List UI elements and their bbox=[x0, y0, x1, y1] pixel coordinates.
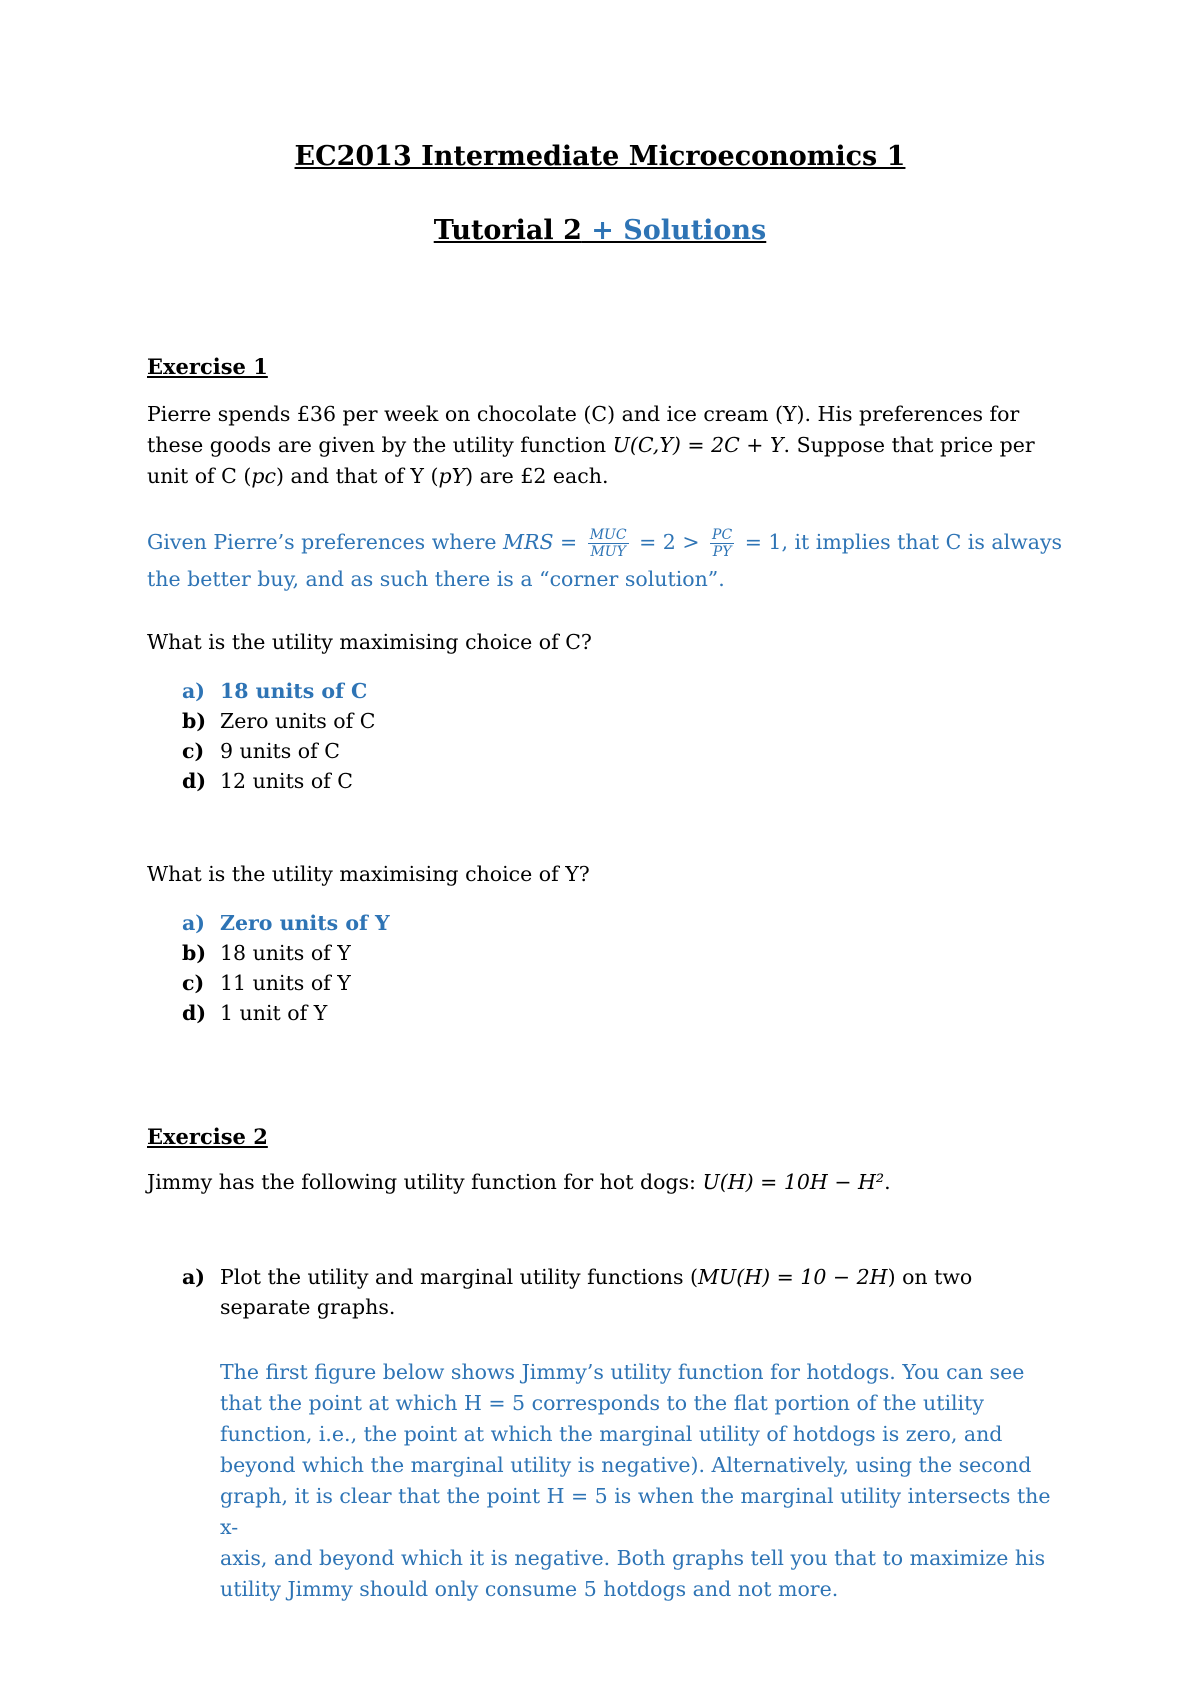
part-a-line-2: separate graphs. bbox=[220, 1295, 396, 1319]
answer-line: beyond which the marginal utility is negative). Alternatively, using the second bbox=[220, 1453, 1032, 1477]
exercise-1-heading: Exercise 1 bbox=[147, 354, 268, 379]
exercise-1-intro-line-3: unit of C (pc) and that of Y (pY) are £2 each. bbox=[147, 464, 609, 488]
part-a bbox=[182, 1262, 1082, 1322]
option-c-b: b) Zero units of C bbox=[182, 709, 376, 733]
option-y-c: c) 11 units of Y bbox=[182, 971, 351, 995]
tutorial-title-text: Tutorial 2 bbox=[433, 215, 582, 246]
course-title: EC2013 Intermediate Microeconomics 1 bbox=[294, 141, 906, 172]
answer-line: The first figure below shows Jimmy’s utility function for hotdogs. You can see bbox=[220, 1360, 1025, 1384]
answer-line: utility Jimmy should only consume 5 hotdogs and not more. bbox=[220, 1577, 839, 1601]
option-c-d: d) 12 units of C bbox=[182, 769, 353, 793]
option-y-b: b) 18 units of Y bbox=[182, 941, 351, 965]
option-c-c: c) 9 units of C bbox=[182, 739, 340, 763]
question-c: What is the utility maximising choice of C? bbox=[147, 630, 592, 654]
part-a-answer bbox=[220, 1357, 1070, 1605]
solution-line-2: the better buy, and as such there is a “corner solution”. bbox=[147, 567, 725, 591]
tutorial-title bbox=[0, 214, 1200, 248]
answer-line: function, i.e., the point at which the marginal utility of hotdogs is zero, and bbox=[220, 1422, 1003, 1446]
exercise-1-intro-line-1: Pierre spends £36 per week on chocolate (C) and ice cream (Y). His preferences for bbox=[147, 402, 1020, 426]
solutions-suffix: + Solutions bbox=[581, 215, 767, 246]
price-fraction: $\frac{PC}{PY}$ bbox=[712, 527, 733, 560]
exercise-1-intro bbox=[147, 399, 1067, 492]
option-y-d: d) 1 unit of Y bbox=[182, 1001, 328, 1025]
exercise-1-intro-line-2: these goods are given by the utility function U(C,Y) = 2C + Y. Suppose that price per bbox=[147, 433, 1035, 457]
part-a-line-1: a) Plot the utility and marginal utility functions (MU(H) = 10 − 2H) on two bbox=[182, 1265, 973, 1289]
option-y-a: a) Zero units of Y bbox=[182, 911, 390, 935]
exercise-2-intro: Jimmy has the following utility function for hot dogs: U(H) = 10H − H². bbox=[147, 1170, 891, 1194]
answer-line: axis, and beyond which it is negative. Both graphs tell you that to maximize his bbox=[220, 1546, 1046, 1570]
solution-line-1: Given Pierre’s preferences where MRS = $\frac{\text{MUC}}{\text{MUY}}$ = 2 > $\frac{PC}{PY}$ = 1, it implies that C is always bbox=[147, 527, 1063, 560]
mu-fraction: $\frac{\text{MUC}}{\text{MUY}}$ bbox=[589, 527, 627, 560]
option-c-a: a) 18 units of C bbox=[182, 679, 368, 703]
exercise-2-heading: Exercise 2 bbox=[147, 1124, 268, 1149]
answer-line: that the point at which H = 5 corresponds to the flat portion of the utility bbox=[220, 1391, 984, 1415]
answer-line: graph, it is clear that the point H = 5 is when the marginal utility intersects the x- bbox=[220, 1484, 1051, 1539]
question-y: What is the utility maximising choice of Y? bbox=[147, 862, 590, 886]
exercise-1-solution bbox=[147, 520, 1067, 595]
